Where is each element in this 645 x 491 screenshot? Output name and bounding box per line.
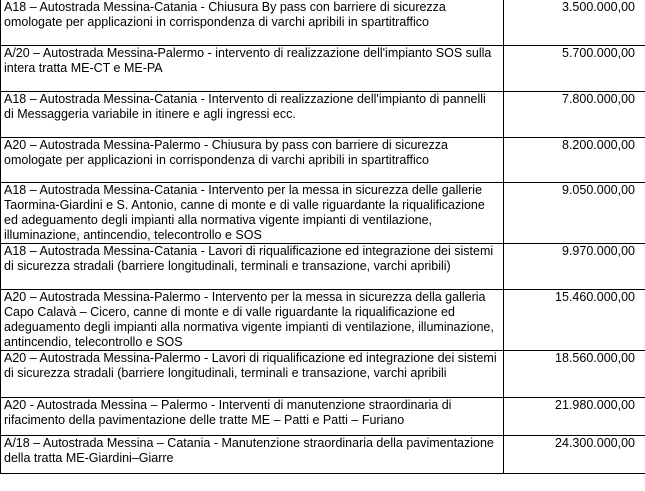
description-cell: A20 – Autostrada Messina-Palermo - Lavori di riqualificazione ed integrazione dei sistemi di sicurezza stradali (barriere longitudinali, terminali e transazione, varchi apribili [1, 351, 504, 398]
description-cell: A18 – Autostrada Messina-Catania - Chiusura By pass con barriere di sicurezza omologate per applicazioni in corrispondenza di varchi apribili in spartitraffico [1, 0, 504, 46]
table-row [1, 398, 645, 436]
amount-cell: 5.700.000,00 [504, 46, 645, 92]
table-row [1, 436, 645, 474]
table-row [1, 351, 645, 398]
description-cell: A18 – Autostrada Messina-Catania - Intervento di realizzazione dell'impianto di pannelli di Messaggeria variabile in itinere e agli ingressi ecc. [1, 92, 504, 138]
amount-cell: 3.500.000,00 [504, 0, 645, 46]
amount-cell: 8.200.000,00 [504, 138, 645, 183]
description-cell: A/20 – Autostrada Messina-Palermo - intervento di realizzazione dell'impianto SOS sulla intera tratta ME-CT e ME-PA [1, 46, 504, 92]
amount-cell: 18.560.000,00 [504, 351, 645, 398]
table-row [1, 183, 645, 244]
amount-cell: 9.970.000,00 [504, 244, 645, 290]
amount-cell: 9.050.000,00 [504, 183, 645, 244]
description-cell: A20 – Autostrada Messina-Palermo - Intervento per la messa in sicurezza della galleria Capo Calavà – Cicero, canne di monte e di valle riguardante la riqualificazione ed adeguamento degli impianti alla normativa vigente impianti di ventilazione, illuminazione, antincendio, telecontrollo e SOS [1, 290, 504, 351]
table-row [1, 46, 645, 92]
table-row [1, 138, 645, 183]
description-cell: A20 - Autostrada Messina – Palermo - Interventi di manutenzione straordinaria di rifacimento della pavimentazione delle tratte ME – Patti e Patti – Furiano [1, 398, 504, 436]
table-row [1, 0, 645, 46]
description-cell: A/18 – Autostrada Messina – Catania - Manutenzione straordinaria della pavimentazione della tratta ME-Giardini–Giarre [1, 436, 504, 474]
amount-cell: 21.980.000,00 [504, 398, 645, 436]
table-row [1, 290, 645, 351]
amount-cell: 24.300.000,00 [504, 436, 645, 474]
description-cell: A18 – Autostrada Messina-Catania - Lavori di riqualificazione ed integrazione dei sistemi di sicurezza stradali (barriere longitudinali, terminali e transazione, varchi apribili) [1, 244, 504, 290]
description-cell: A20 – Autostrada Messina-Palermo - Chiusura by pass con barriere di sicurezza omologate per applicazioni in corrispondenza di varchi apribili in spartitraffico [1, 138, 504, 183]
table-row [1, 92, 645, 138]
amount-cell: 15.460.000,00 [504, 290, 645, 351]
amount-cell: 7.800.000,00 [504, 92, 645, 138]
description-cell: A18 – Autostrada Messina-Catania - Intervento per la messa in sicurezza delle gallerie Taormina-Giardini e S. Antonio, canne di monte e di valle riguardante la riqualificazione ed adeguamento degli impianti alla normativa vigente impianti di ventilazione, illuminazione, antincendio, telecontrollo e SOS [1, 183, 504, 244]
table-row [1, 244, 645, 290]
